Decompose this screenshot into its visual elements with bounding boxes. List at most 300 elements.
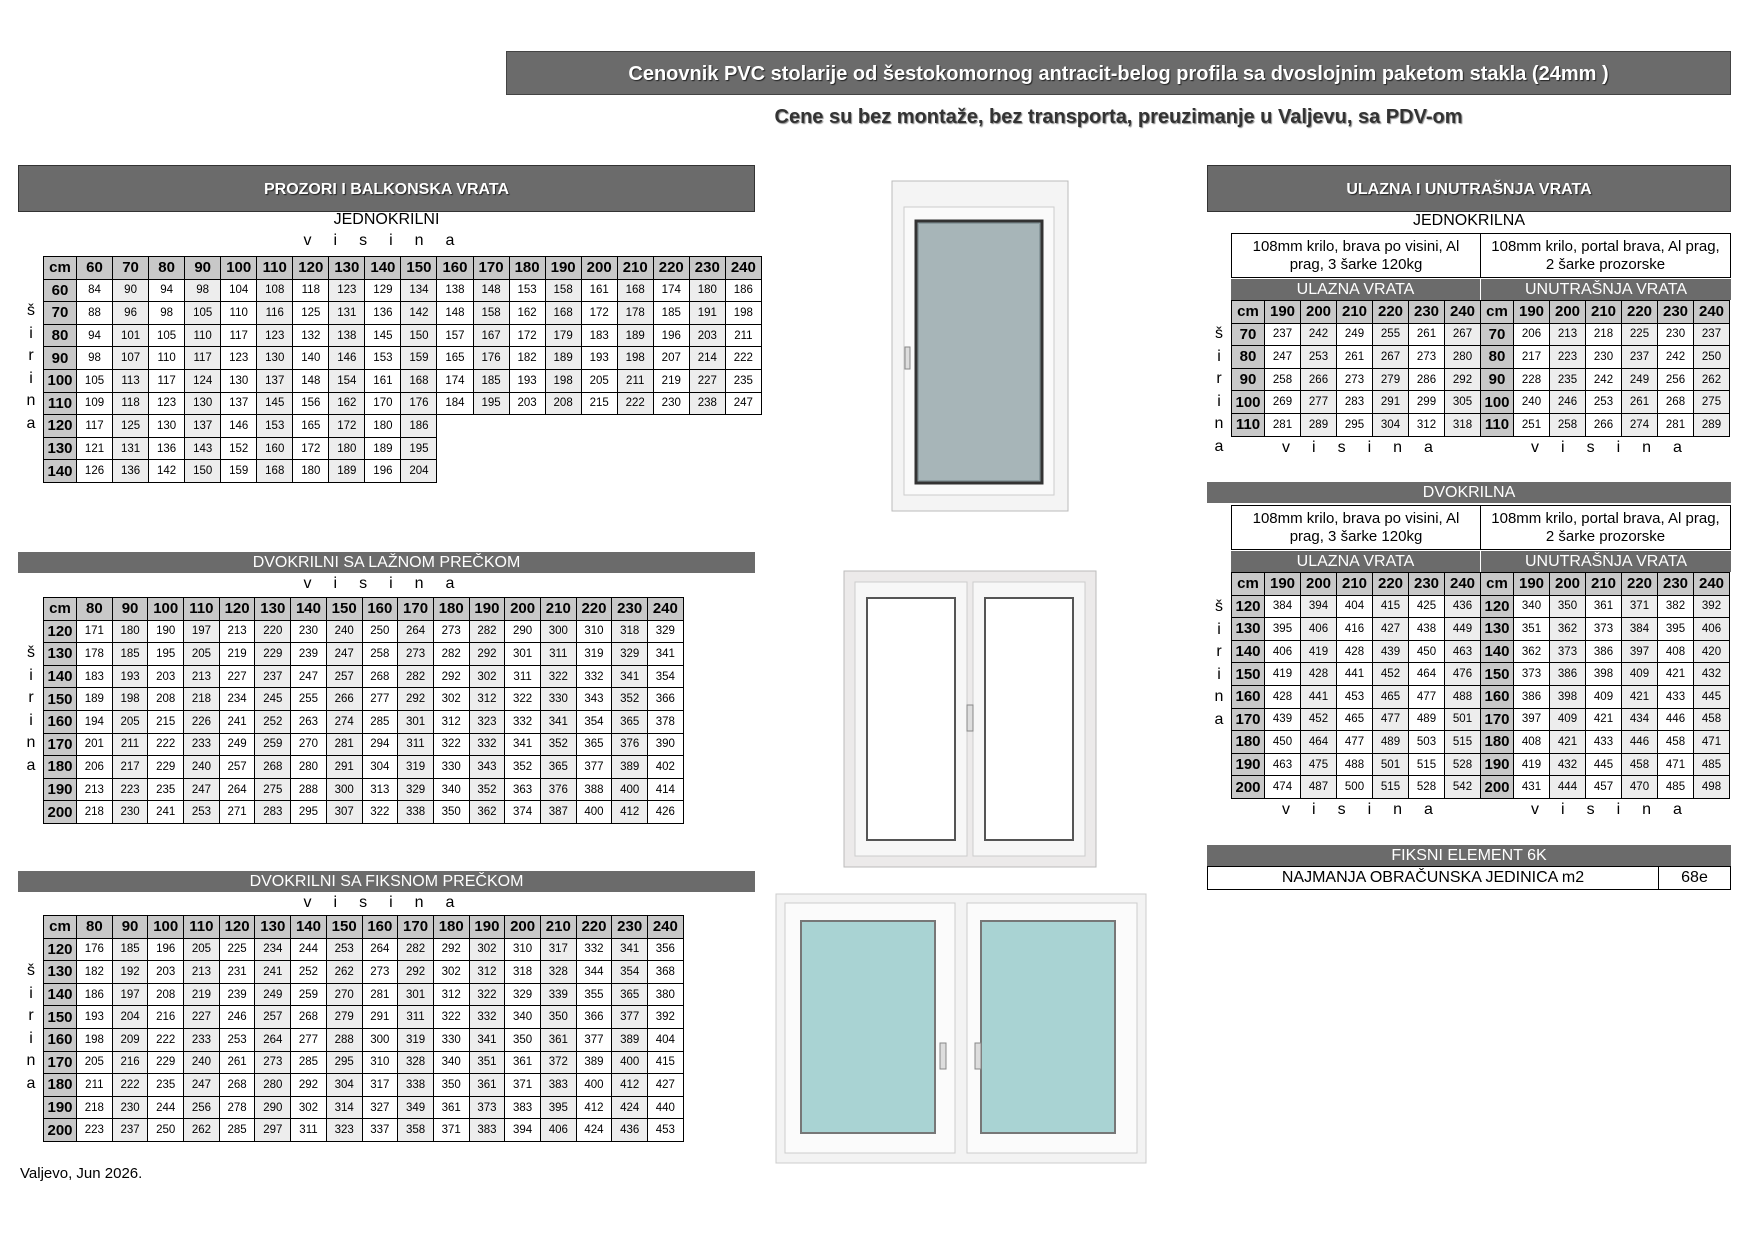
price-cell: 194 [77, 710, 113, 733]
price-cell: 419 [1265, 663, 1301, 686]
row-header: 70 [44, 302, 77, 325]
price-cell: 172 [293, 437, 329, 460]
price-cell: 453 [1337, 685, 1373, 708]
price-cell: 329 [612, 643, 648, 666]
price-cell: 341 [612, 938, 648, 961]
price-cell: 124 [185, 369, 221, 392]
column-header: 100 [148, 598, 184, 621]
price-cell: 180 [112, 620, 148, 643]
column-header: 200 [505, 598, 541, 621]
column-header: 220 [1622, 573, 1658, 596]
column-header: 210 [1337, 301, 1373, 324]
column-header: 210 [1586, 301, 1622, 324]
price-cell: 195 [473, 392, 509, 415]
price-cell: 275 [255, 778, 291, 801]
price-cell: 179 [545, 324, 581, 347]
price-cell: 329 [398, 778, 434, 801]
column-header: 240 [1445, 573, 1481, 596]
price-cell: 458 [1622, 753, 1658, 776]
price-cell: 193 [581, 347, 617, 370]
row-header: 100 [1481, 391, 1514, 414]
price-cell: 322 [433, 1006, 469, 1029]
price-cell: 292 [1445, 368, 1481, 391]
price-cell: 213 [184, 665, 220, 688]
price-cell: 383 [505, 1096, 541, 1119]
price-cell: 253 [1586, 391, 1622, 414]
row-header: 150 [1232, 663, 1265, 686]
price-cell: 277 [1301, 391, 1337, 414]
price-cell: 197 [112, 983, 148, 1006]
price-cell: 109 [77, 392, 113, 415]
price-cell: 406 [1301, 618, 1337, 641]
doors-section-header: ULAZNA I UNUTRAŠNJA VRATA [1207, 165, 1731, 212]
price-cell: 201 [77, 733, 113, 756]
row-header: 120 [1232, 595, 1265, 618]
price-cell: 340 [1514, 595, 1550, 618]
price-cell: 105 [77, 369, 113, 392]
visina-label: visina [1531, 439, 1704, 456]
page-title: Cenovnik PVC stolarije od šestokomornog antracit-belog profila sa dvoslojnim paketom stakla (24mm ) [506, 51, 1731, 95]
price-cell: 500 [1337, 776, 1373, 799]
price-cell: 98 [149, 302, 185, 325]
price-cell: 257 [326, 665, 362, 688]
price-cell: 218 [1586, 323, 1622, 346]
price-cell: 304 [326, 1074, 362, 1097]
price-cell: 312 [433, 710, 469, 733]
price-cell: 193 [112, 665, 148, 688]
price-cell: 237 [1265, 323, 1301, 346]
price-cell: 158 [473, 302, 509, 325]
table-row [44, 1119, 684, 1142]
price-cell: 208 [545, 392, 581, 415]
price-cell: 273 [255, 1051, 291, 1074]
price-cell: 376 [612, 733, 648, 756]
column-header: 150 [401, 257, 437, 280]
price-cell: 180 [365, 415, 401, 438]
lazna-price-table [43, 597, 684, 824]
price-cell: 361 [505, 1051, 541, 1074]
price-cell: 377 [576, 756, 612, 779]
price-cell: 229 [255, 643, 291, 666]
price-cell: 178 [77, 643, 113, 666]
table-row [1232, 346, 1730, 369]
price-cell: 230 [112, 801, 148, 824]
price-cell: 165 [293, 415, 329, 438]
price-cell: 130 [185, 392, 221, 415]
price-cell: 302 [469, 665, 505, 688]
price-cell: 273 [362, 961, 398, 984]
price-cell: 292 [291, 1074, 327, 1097]
visina-label: visina [1282, 439, 1455, 456]
price-cell: 338 [398, 1074, 434, 1097]
price-cell: 292 [433, 665, 469, 688]
price-cell: 373 [469, 1096, 505, 1119]
table-row [44, 938, 684, 961]
price-cell: 317 [540, 938, 576, 961]
price-cell: 229 [148, 756, 184, 779]
price-cell: 438 [1409, 618, 1445, 641]
price-cell: 341 [612, 665, 648, 688]
column-header: 190 [1265, 301, 1301, 324]
price-cell: 222 [148, 1028, 184, 1051]
price-cell: 441 [1337, 663, 1373, 686]
price-cell: 323 [469, 710, 505, 733]
column-header: 190 [1514, 301, 1550, 324]
price-cell: 354 [612, 961, 648, 984]
column-header: 80 [77, 916, 113, 939]
price-cell: 362 [469, 801, 505, 824]
price-cell: 183 [77, 665, 113, 688]
table-row [44, 460, 762, 483]
price-cell: 172 [509, 324, 545, 347]
dvokrilna-title: DVOKRILNA [1207, 482, 1731, 503]
price-cell: 258 [1550, 413, 1586, 436]
column-header: 190 [545, 257, 581, 280]
table-row [1232, 413, 1730, 436]
column-header: 160 [362, 598, 398, 621]
page-subtitle: Cene su bez montaže, bez transporta, preuzimanje u Valjevu, sa PDV-om [774, 106, 1463, 128]
price-cell: 191 [689, 302, 725, 325]
row-header: 110 [1232, 413, 1265, 436]
price-cell: 185 [653, 302, 689, 325]
column-header: 240 [648, 916, 684, 939]
price-cell: 90 [113, 279, 149, 302]
price-cell: 264 [398, 620, 434, 643]
price-cell: 219 [653, 369, 689, 392]
price-cell: 453 [648, 1119, 684, 1142]
price-cell: 295 [1337, 413, 1373, 436]
price-cell: 380 [648, 983, 684, 1006]
price-cell: 222 [112, 1074, 148, 1097]
price-cell: 281 [1658, 413, 1694, 436]
price-cell: 193 [509, 369, 545, 392]
price-cell: 253 [219, 1028, 255, 1051]
price-cell: 165 [437, 347, 473, 370]
column-header: 110 [184, 598, 220, 621]
table-row [44, 347, 762, 370]
price-cell: 142 [401, 302, 437, 325]
table-row [44, 801, 684, 824]
price-cell: 250 [1694, 346, 1730, 369]
price-cell: 137 [185, 415, 221, 438]
row-header: 150 [1481, 663, 1514, 686]
price-cell: 307 [326, 801, 362, 824]
price-cell: 421 [1658, 663, 1694, 686]
price-cell: 341 [648, 643, 684, 666]
price-cell: 168 [545, 302, 581, 325]
table-row [1232, 663, 1730, 686]
price-cell: 264 [362, 938, 398, 961]
price-cell: 322 [362, 801, 398, 824]
price-cell: 123 [149, 392, 185, 415]
price-cell: 485 [1658, 776, 1694, 799]
row-header: 170 [1232, 708, 1265, 731]
price-cell: 386 [1550, 663, 1586, 686]
table-row [44, 437, 762, 460]
row-header: 110 [44, 392, 77, 415]
price-cell: 198 [77, 1028, 113, 1051]
price-cell: 328 [398, 1051, 434, 1074]
price-cell: 189 [365, 437, 401, 460]
price-cell: 145 [365, 324, 401, 347]
row-header: 100 [44, 369, 77, 392]
price-cell: 174 [653, 279, 689, 302]
price-cell: 211 [112, 733, 148, 756]
price-cell: 225 [1622, 323, 1658, 346]
price-cell: 356 [648, 938, 684, 961]
price-cell: 273 [398, 643, 434, 666]
row-header: 80 [44, 324, 77, 347]
price-cell: 107 [113, 347, 149, 370]
price-cell: 419 [1301, 640, 1337, 663]
price-cell: 275 [1694, 391, 1730, 414]
price-cell: 263 [291, 710, 327, 733]
price-cell: 159 [401, 347, 437, 370]
price-cell: 501 [1445, 708, 1481, 731]
price-cell: 130 [257, 347, 293, 370]
price-cell: 211 [617, 369, 653, 392]
price-cell: 343 [576, 688, 612, 711]
column-header-cm: cm [1232, 301, 1265, 324]
price-cell: 162 [509, 302, 545, 325]
column-header: 210 [1586, 573, 1622, 596]
price-cell: 374 [505, 801, 541, 824]
price-cell: 203 [689, 324, 725, 347]
price-cell: 273 [433, 620, 469, 643]
price-cell: 240 [184, 756, 220, 779]
price-cell: 332 [469, 733, 505, 756]
price-cell: 371 [505, 1074, 541, 1097]
price-cell: 330 [540, 688, 576, 711]
price-cell: 477 [1373, 708, 1409, 731]
row-header: 130 [1232, 618, 1265, 641]
price-cell: 136 [365, 302, 401, 325]
column-header: 240 [1445, 301, 1481, 324]
column-header: 200 [581, 257, 617, 280]
price-cell: 433 [1586, 731, 1622, 754]
price-cell: 311 [291, 1119, 327, 1142]
price-cell: 123 [257, 324, 293, 347]
column-header: 220 [576, 598, 612, 621]
table-row [44, 756, 684, 779]
price-cell: 361 [1586, 595, 1622, 618]
price-cell: 239 [291, 643, 327, 666]
price-cell: 351 [469, 1051, 505, 1074]
price-cell: 268 [219, 1074, 255, 1097]
price-cell: 168 [401, 369, 437, 392]
price-cell: 159 [221, 460, 257, 483]
row-header: 160 [1232, 685, 1265, 708]
price-cell: 377 [612, 1006, 648, 1029]
price-cell: 424 [576, 1119, 612, 1142]
price-cell: 371 [1622, 595, 1658, 618]
price-cell: 220 [255, 620, 291, 643]
price-cell: 270 [291, 733, 327, 756]
price-cell: 318 [505, 961, 541, 984]
price-cell: 288 [291, 778, 327, 801]
table-row [1232, 368, 1730, 391]
price-cell: 319 [398, 756, 434, 779]
column-header: 240 [648, 598, 684, 621]
price-cell: 266 [326, 688, 362, 711]
price-cell: 312 [469, 961, 505, 984]
price-cell: 189 [329, 460, 365, 483]
price-cell: 471 [1658, 753, 1694, 776]
price-cell: 241 [219, 710, 255, 733]
price-cell: 205 [184, 643, 220, 666]
column-header: 150 [326, 916, 362, 939]
price-cell: 300 [326, 778, 362, 801]
price-cell: 340 [433, 1051, 469, 1074]
column-header: 190 [469, 916, 505, 939]
column-header: 150 [326, 598, 362, 621]
column-header: 160 [362, 916, 398, 939]
row-header: 150 [44, 1006, 77, 1029]
price-cell: 123 [221, 347, 257, 370]
price-cell: 378 [648, 710, 684, 733]
row-header: 140 [44, 460, 77, 483]
price-cell: 350 [505, 1028, 541, 1051]
column-header: 120 [293, 257, 329, 280]
table-row [44, 415, 762, 438]
sirina-label: š i r i n a [1214, 325, 1224, 455]
price-cell: 302 [433, 688, 469, 711]
price-cell: 319 [398, 1028, 434, 1051]
price-cell: 242 [1586, 368, 1622, 391]
price-cell: 471 [1694, 731, 1730, 754]
price-cell: 301 [398, 983, 434, 1006]
column-header: 210 [540, 916, 576, 939]
footer-date: Valjevo, Jun 2026. [20, 1165, 143, 1182]
price-cell: 318 [1445, 413, 1481, 436]
lazna-title: DVOKRILNI SA LAŽNOM PREČKOM [18, 552, 755, 573]
price-cell: 279 [1373, 368, 1409, 391]
column-header: 200 [1301, 573, 1337, 596]
column-header: 130 [329, 257, 365, 280]
price-cell: 382 [1658, 595, 1694, 618]
price-cell: 96 [113, 302, 149, 325]
row-header: 70 [1481, 323, 1514, 346]
price-cell: 464 [1301, 731, 1337, 754]
price-cell: 235 [148, 1074, 184, 1097]
price-cell: 474 [1265, 776, 1301, 799]
sirina-label: š i r i n a [26, 962, 36, 1092]
table-row [1232, 640, 1730, 663]
price-cell: 213 [184, 961, 220, 984]
table-row [44, 643, 684, 666]
price-cell: 395 [1658, 618, 1694, 641]
price-cell: 126 [77, 460, 113, 483]
price-cell: 178 [617, 302, 653, 325]
price-cell: 362 [1550, 618, 1586, 641]
price-cell: 465 [1373, 685, 1409, 708]
price-cell: 355 [576, 983, 612, 1006]
price-cell: 395 [1265, 618, 1301, 641]
price-cell: 230 [1586, 346, 1622, 369]
price-cell: 161 [581, 279, 617, 302]
price-cell: 256 [1658, 368, 1694, 391]
table-row [1232, 391, 1730, 414]
price-cell: 186 [401, 415, 437, 438]
price-cell: 208 [148, 688, 184, 711]
row-header: 200 [1232, 776, 1265, 799]
price-cell: 258 [1265, 368, 1301, 391]
price-cell: 436 [612, 1119, 648, 1142]
price-cell: 262 [326, 961, 362, 984]
column-header: 220 [1373, 573, 1409, 596]
price-cell: 390 [648, 733, 684, 756]
price-cell: 458 [1694, 708, 1730, 731]
price-cell: 198 [617, 347, 653, 370]
row-header: 100 [1232, 391, 1265, 414]
price-cell: 226 [184, 710, 220, 733]
single-window-image [890, 177, 1075, 517]
price-cell: 215 [581, 392, 617, 415]
price-cell: 247 [291, 665, 327, 688]
price-cell: 264 [255, 1028, 291, 1051]
price-cell: 329 [505, 983, 541, 1006]
ulazna-desc: 108mm krilo, brava po visini, Al prag, 3 šarke 120kg [1231, 233, 1481, 278]
price-cell: 352 [612, 688, 648, 711]
price-cell: 255 [1373, 323, 1409, 346]
price-cell: 489 [1409, 708, 1445, 731]
price-cell: 439 [1265, 708, 1301, 731]
price-cell: 439 [1373, 640, 1409, 663]
price-cell: 176 [401, 392, 437, 415]
price-cell: 208 [148, 983, 184, 1006]
price-cell: 94 [77, 324, 113, 347]
visina-label: visina [303, 575, 477, 592]
price-cell: 354 [648, 665, 684, 688]
price-cell: 431 [1514, 776, 1550, 799]
price-cell: 351 [1514, 618, 1550, 641]
price-cell: 117 [77, 415, 113, 438]
price-cell: 297 [255, 1119, 291, 1142]
price-cell: 371 [433, 1119, 469, 1142]
column-header: 230 [1409, 573, 1445, 596]
column-header: 60 [77, 257, 113, 280]
price-cell: 262 [184, 1119, 220, 1142]
price-cell: 113 [113, 369, 149, 392]
price-cell: 419 [1514, 753, 1550, 776]
ulazna-band: ULAZNA VRATA [1231, 279, 1480, 300]
price-cell: 250 [362, 620, 398, 643]
table-row [44, 1051, 684, 1074]
price-cell: 314 [326, 1096, 362, 1119]
jednokrilni-price-table [43, 256, 762, 483]
column-header: 90 [185, 257, 221, 280]
price-cell: 350 [433, 1074, 469, 1097]
price-cell: 216 [148, 1006, 184, 1029]
price-cell: 446 [1622, 731, 1658, 754]
price-cell: 332 [469, 1006, 505, 1029]
price-cell: 389 [612, 756, 648, 779]
price-cell: 138 [329, 324, 365, 347]
price-cell: 280 [291, 756, 327, 779]
price-cell: 161 [365, 369, 401, 392]
price-cell: 206 [1514, 323, 1550, 346]
row-header: 130 [44, 437, 77, 460]
price-cell: 84 [77, 279, 113, 302]
column-header: 180 [433, 598, 469, 621]
price-cell: 313 [362, 778, 398, 801]
row-header: 190 [1232, 753, 1265, 776]
table-row [44, 1006, 684, 1029]
row-header: 60 [44, 279, 77, 302]
price-cell: 415 [1373, 595, 1409, 618]
price-cell: 150 [185, 460, 221, 483]
price-cell: 215 [148, 710, 184, 733]
